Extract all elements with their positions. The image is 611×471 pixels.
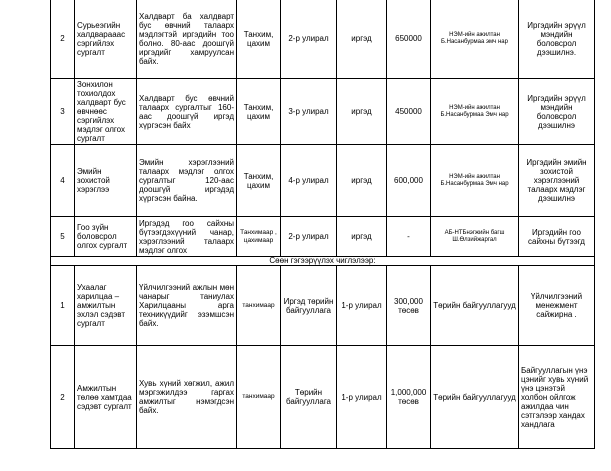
training-name: Ухаалаг харилцаа – амжилтын эхлэл сэдэвт сургалт: [75, 266, 137, 346]
row-number: 3: [51, 79, 75, 145]
training-name: Сурьеэгийн халдварааас сэргийлэх сургалт: [75, 0, 137, 79]
budget: 300,000 төсөв: [387, 266, 431, 346]
expected-outcome: Иргэдийн гоо сайхны бүтээгд: [519, 217, 595, 257]
table-row: [51, 0, 595, 79]
row-number: 1: [51, 266, 75, 346]
row-number: 4: [51, 145, 75, 217]
expected-outcome: Үйлчилгээний менежмент сайжирна .: [519, 266, 595, 346]
budget: 650000: [387, 0, 431, 79]
expected-outcome: Иргэдийн эмийн зохистой хэрэглээний талаарх мэдлэг дээшилнэ: [519, 145, 595, 217]
training-content: Халдварт ба халдварт бус өвчний талаарх мэдлэгтэй иргэдийн тоо болно. 80-аас доошгүй иргэдийг хамруулсан байх.: [137, 0, 237, 79]
training-content: Хувь хүний хөгжил, ажил мэргэжилдээ гаргах амжилтыг нэмэгдсэн байх.: [137, 346, 237, 449]
training-content: Иргэдэд гоо сайхны бүтээгдэхүүний чанар, хэрэглээний талаарх мэдлэг олгох: [137, 217, 237, 257]
training-form: Танхим, цахим: [237, 79, 281, 145]
training-name: Гоо зүйн боловсрол олгох сургалт: [75, 217, 137, 257]
row-number: 5: [51, 217, 75, 257]
training-name: Зонхилон тохиолдох халдварт бус өвчнөөс сэргийлэх мэдлэг олгох сургалт: [75, 79, 137, 145]
table-row: [51, 145, 595, 217]
training-period: 2-р улирал: [281, 0, 337, 79]
training-period: 4-р улирал: [281, 145, 337, 217]
expected-outcome: Иргэдийн эрүүл мэндийн боловсрол дээшилнэ.: [519, 0, 595, 79]
target-group: иргэд: [337, 0, 387, 79]
expected-outcome: Иргэдийн эрүүл мэндийн боловсрол дээшилнэ: [519, 79, 595, 145]
training-name: Амжилтын төлөө хамтдаа сэдэвт сургалт: [75, 346, 137, 449]
responsible: НЭМ-ийн ажилтан Б.Насанбурмаа Эмч нар: [431, 79, 519, 145]
table-row: [51, 346, 595, 449]
training-plan-table: [50, 0, 595, 449]
target-group: иргэд: [337, 145, 387, 217]
budget: 450000: [387, 79, 431, 145]
responsible: Төрийн байгууллагууд: [431, 266, 519, 346]
table-row: [51, 266, 595, 346]
row-number: 2: [51, 0, 75, 79]
table-row: [51, 217, 595, 257]
training-content: Эмийн хэрэглээний талаарх мэдлэг олгох сургалтыг 120-аас доошгүй иргэдэд хүргэсэн байна.: [137, 145, 237, 217]
row-number: 2: [51, 346, 75, 449]
training-content: Халдварт бус өвчний талаарх сургалтыг 160-аас доошгүй иргэд хүргэсэн байх: [137, 79, 237, 145]
training-form: Танхимаар , цахимаар: [237, 217, 281, 257]
target-group: иргэд: [337, 217, 387, 257]
expected-outcome: Байгууллагын үнэ цэнийг хувь хүний үнэ цэнэтэй холбон ойлгож ажилдаа чин сэтгэлээр хандах хандлага: [519, 346, 595, 449]
responsible: АБ-НТБнэгжийн багш Ш.Өлзийжаргал: [431, 217, 519, 257]
responsible: Төрийн байгууллагууд: [431, 346, 519, 449]
training-form: Танхим, цахим: [237, 145, 281, 217]
responsible: НЭМ-ийн ажилтан Б.Насанбурмаа Эмч нар: [431, 145, 519, 217]
training-period: 3-р улирал: [281, 79, 337, 145]
section-row: [51, 257, 595, 266]
target-group: Иргэд төрийн байгууллага: [281, 266, 337, 346]
target-group: иргэд: [337, 79, 387, 145]
responsible: НЭМ-ийн ажилтан Б.Насанбурмаа эмч нар: [431, 0, 519, 79]
table-row: [51, 79, 595, 145]
training-period: 1-р улирал: [337, 346, 387, 449]
training-form: танхимаар: [237, 266, 281, 346]
training-period: 2-р улирал: [281, 217, 337, 257]
training-form: танхимаар: [237, 346, 281, 449]
training-form: Танхим, цахим: [237, 0, 281, 79]
budget: 1,000,000 төсөв: [387, 346, 431, 449]
section-title: Сөөн гэгээрүүлэх чиглэлээр:: [51, 257, 595, 266]
training-name: Эмийн зохистой хэрэглээ: [75, 145, 137, 217]
target-group: Төрийн байгууллага: [281, 346, 337, 449]
training-content: Үйлчилгээний ажлын мөн чанарыг таниулах Харилцааны арга техникүүдийг эзэмшсэн байх.: [137, 266, 237, 346]
training-period: 1-р улирал: [337, 266, 387, 346]
budget: 600,000: [387, 145, 431, 217]
budget: -: [387, 217, 431, 257]
